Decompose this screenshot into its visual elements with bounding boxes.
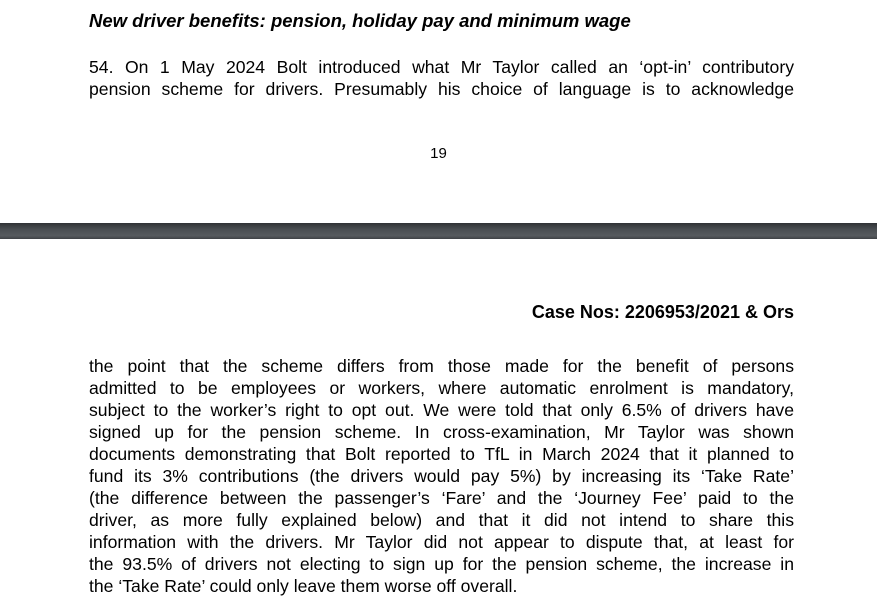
- case-number-header: Case Nos: 2206953/2021 & Ors: [531, 302, 794, 322]
- paragraph-line: information with the drivers. Mr Taylor did not appear to dispute that, at least for: [89, 532, 794, 552]
- paragraph-line: the 93.5% of drivers not electing to sign up for the pension scheme, the increase in: [89, 554, 794, 574]
- page-separator: [0, 223, 877, 239]
- paragraph-line: signed up for the pension scheme. In cross-examination, Mr Taylor was shown: [89, 422, 794, 442]
- page-number: 19: [430, 145, 447, 162]
- paragraph-line: the point that the scheme differs from those made for the benefit of persons: [89, 356, 794, 376]
- paragraph-line: 54. On 1 May 2024 Bolt introduced what Mr Taylor called an ‘opt-in’ contributory: [89, 57, 794, 77]
- paragraph-line: documents demonstrating that Bolt reported to TfL in March 2024 that it planned to: [89, 444, 794, 464]
- paragraph-line: pension scheme for drivers. Presumably his choice of language is to acknowledge: [89, 79, 794, 99]
- paragraph-line: subject to the worker’s right to opt out. We were told that only 6.5% of drivers have: [89, 400, 794, 420]
- paragraph-line: driver, as more fully explained below) and that it did not intend to share this: [89, 510, 794, 530]
- paragraph-line: (the difference between the passenger’s ‘Fare’ and the ‘Journey Fee’ paid to the: [89, 488, 794, 508]
- paragraph-line: fund its 3% contributions (the drivers would pay 5%) by increasing its ‘Take Rate’: [89, 466, 794, 486]
- paragraph-line: admitted to be employees or workers, where automatic enrolment is mandatory,: [89, 378, 794, 398]
- section-heading: New driver benefits: pension, holiday pay and minimum wage: [89, 10, 631, 31]
- paragraph-line: the ‘Take Rate’ could only leave them worse off overall.: [89, 576, 518, 596]
